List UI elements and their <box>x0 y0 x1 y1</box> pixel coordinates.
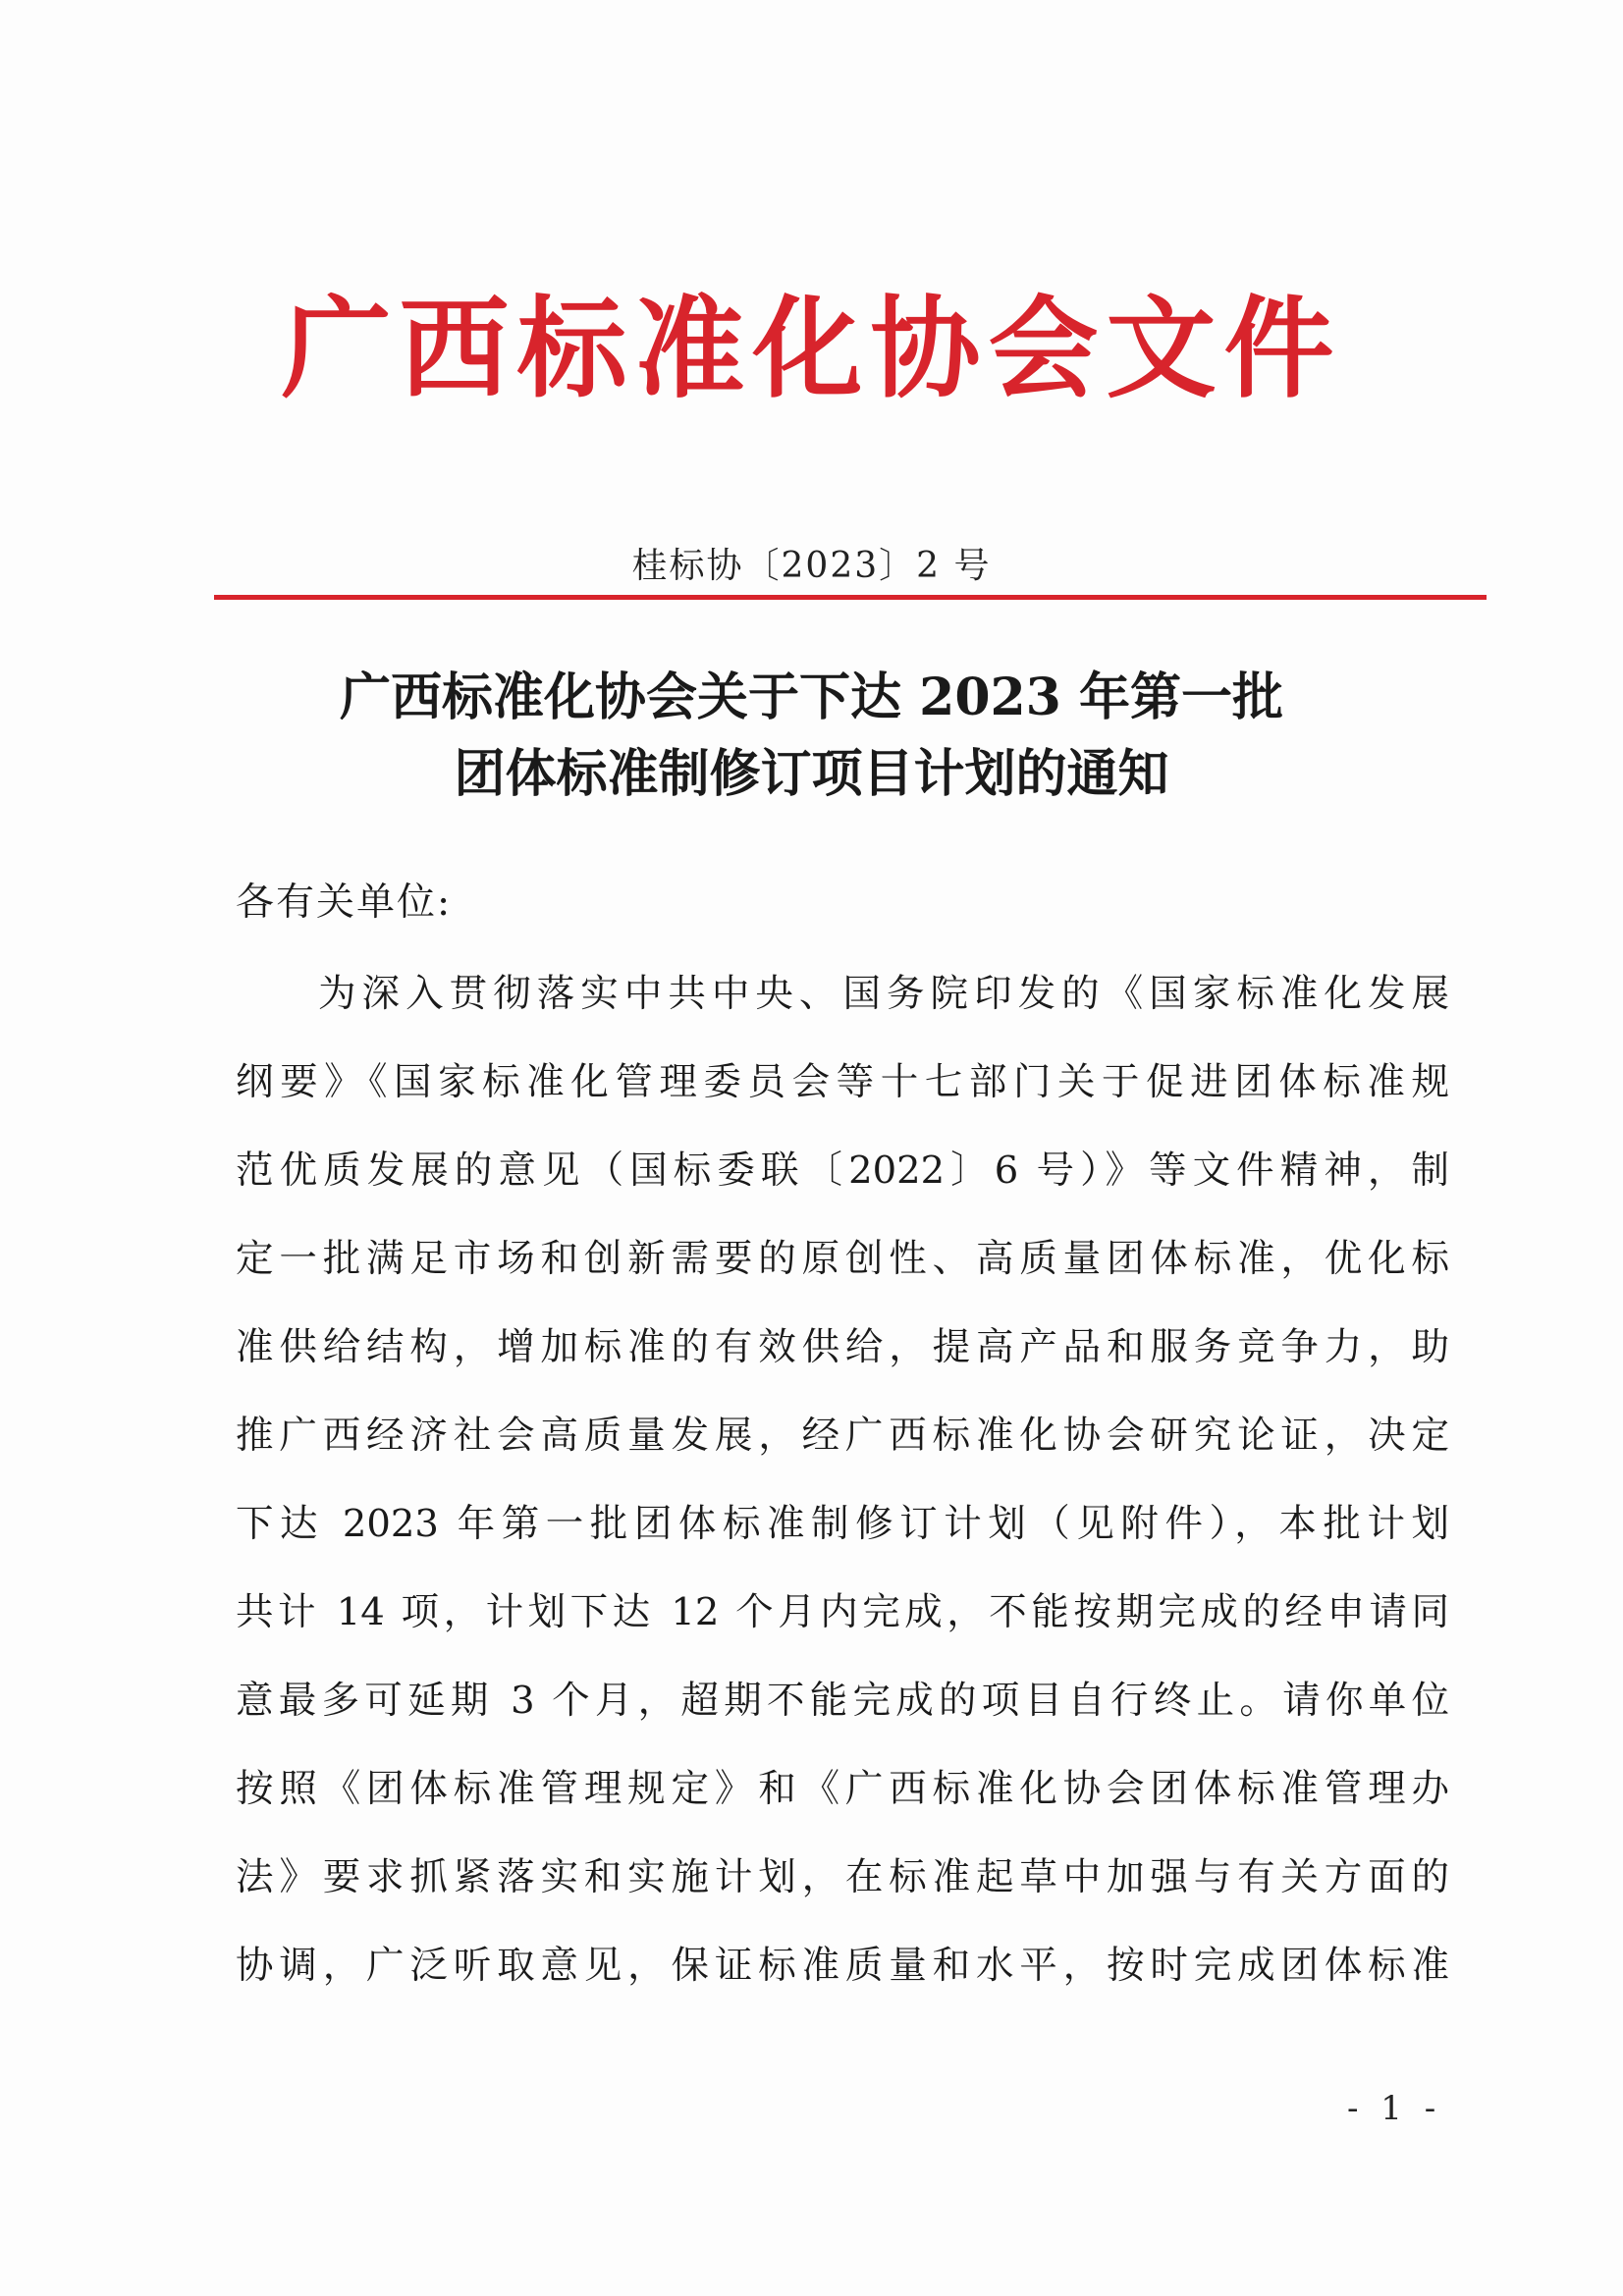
salutation: 各有关单位: <box>236 881 453 925</box>
body-line: 范优质发展的意见（国标委联〔2022〕6 号）》等文件精神，制 <box>236 1148 1449 1193</box>
document-title <box>196 660 1427 813</box>
body-line: 准供给结构，增加标准的有效供给，提高产品和服务竞争力，助 <box>236 1325 1449 1369</box>
body-line: 推广西经济社会高质量发展，经广西标准化协会研究论证，决定 <box>236 1414 1449 1458</box>
org-masthead: 广西标准化协会文件 <box>281 285 1342 413</box>
body-line: 协调，广泛听取意见，保证标准质量和水平，按时完成团体标准 <box>236 1944 1449 1988</box>
body-line: 下达 2023 年第一批团体标准制修订计划（见附件），本批计划 <box>236 1502 1449 1546</box>
body-line: 定一批满足市场和创新需要的原创性、高质量团体标准，优化标 <box>236 1237 1449 1281</box>
body-line: 为深入贯彻落实中共中央、国务院印发的《国家标准化发展 <box>318 972 1449 1016</box>
body-line: 共计 14 项，计划下达 12 个月内完成，不能按期完成的经申请同 <box>236 1590 1449 1634</box>
body-line: 纲要》《国家标准化管理委员会等十七部门关于促进团体标准规 <box>236 1060 1449 1104</box>
body-line: 按照《团体标准管理规定》和《广西标准化协会团体标准管理办 <box>236 1767 1449 1811</box>
title-line-2: 团体标准制修订项目计划的通知 <box>454 744 1169 804</box>
body-line: 法》要求抓紧落实和实施计划，在标准起草中加强与有关方面的 <box>236 1855 1449 1899</box>
body-line: 意最多可延期 3 个月，超期不能完成的项目自行终止。请你单位 <box>236 1679 1449 1723</box>
body-paragraph <box>236 950 1449 2010</box>
title-line-1: 广西标准化协会关于下达 2023 年第一批 <box>340 667 1283 727</box>
red-divider-line <box>214 595 1487 600</box>
document-number: 桂标协〔2023〕2 号 <box>631 546 992 586</box>
page-number: - 1 - <box>1347 2089 1442 2128</box>
